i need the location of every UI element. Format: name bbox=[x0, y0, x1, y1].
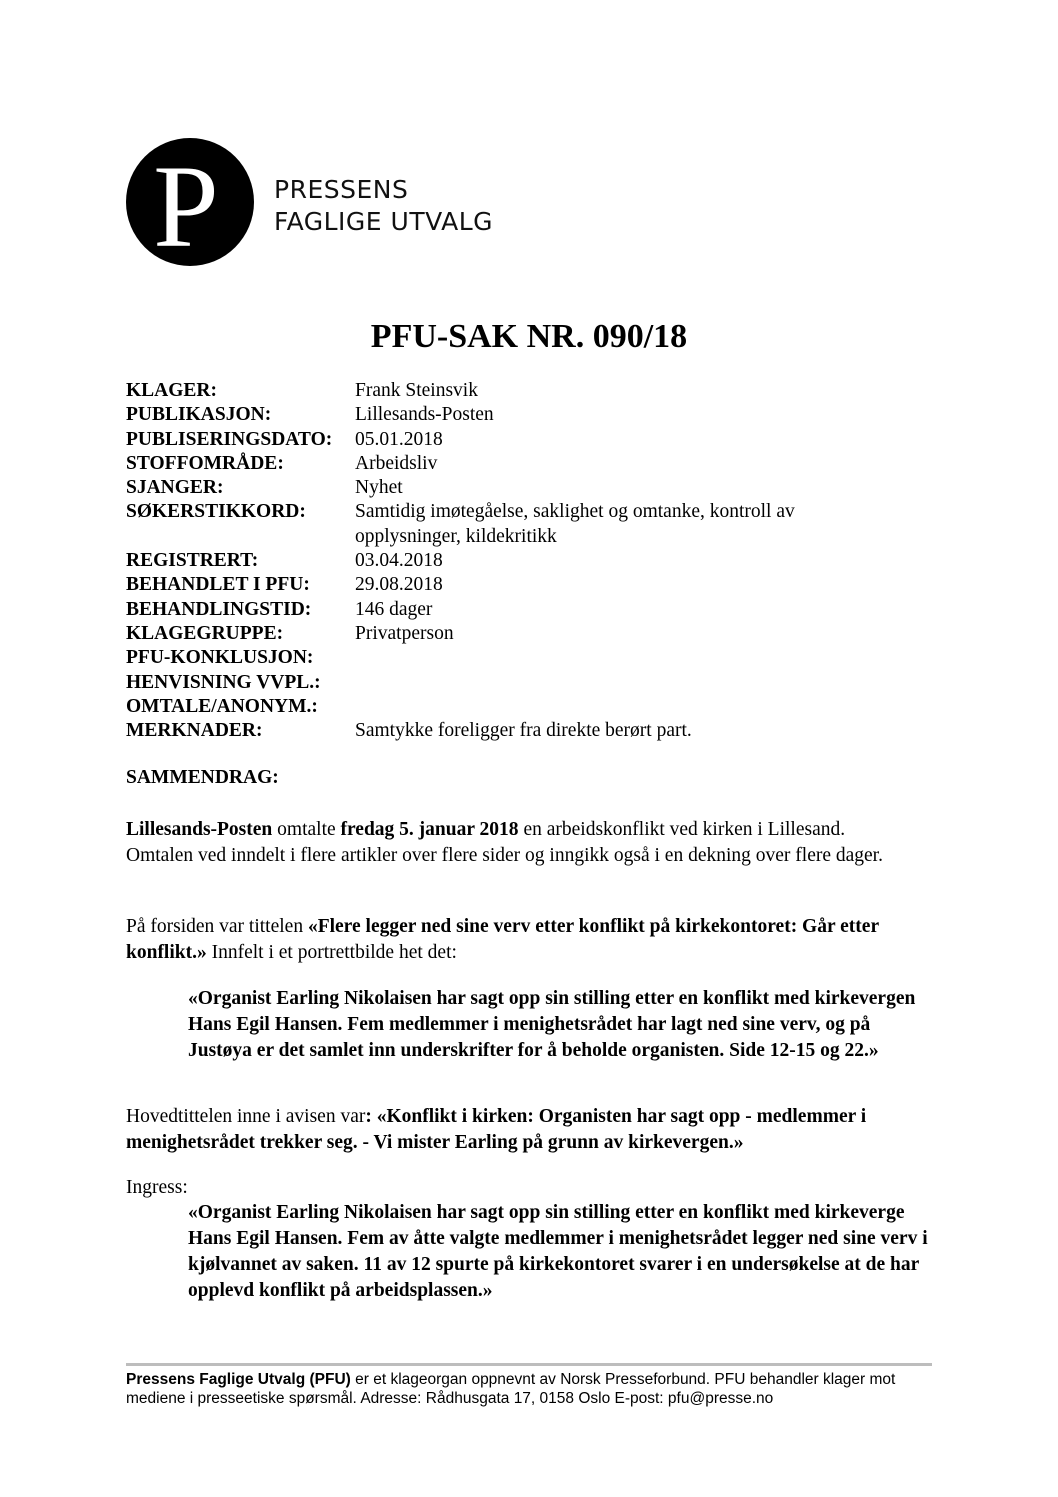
paragraph-1 bbox=[126, 817, 916, 869]
meta-value: 29.08.2018 bbox=[355, 574, 443, 596]
meta-row bbox=[126, 428, 886, 452]
meta-row bbox=[126, 500, 886, 549]
meta-label: PUBLIKASJON: bbox=[126, 404, 272, 426]
meta-value: Arbeidsliv bbox=[355, 452, 438, 474]
ingress-label: Ingress: bbox=[126, 1177, 188, 1198]
meta-label: HENVISNING VVPL.: bbox=[126, 671, 321, 693]
meta-row bbox=[126, 379, 886, 403]
meta-row bbox=[126, 671, 886, 695]
publication-date: fredag 5. januar 2018 bbox=[340, 819, 519, 840]
p2-text-2: Innfelt i et portrettbilde het det: bbox=[206, 942, 457, 963]
meta-value: Frank Steinsvik bbox=[355, 380, 478, 401]
meta-label: OMTALE/ANONYM.: bbox=[126, 695, 318, 717]
meta-value: 146 dager bbox=[355, 598, 433, 620]
footer-divider bbox=[126, 1363, 932, 1366]
logo-wordmark bbox=[274, 174, 493, 238]
quote-2: «Organist Earling Nikolaisen har sagt opp sin stilling etter en konflikt med kirkeverge Hans Egil Hansen. Fem av åtte valgte medlemmer i menighetsrådet legger ned sine verv i kjølvannet av saken. 11 av 12 spurte på kirkekontoret svarer i en undersøkelse at de har opplevd konflikt på arbeidsplassen.» bbox=[188, 1202, 928, 1301]
meta-value: Samtykke foreligger fra direkte berørt part. bbox=[355, 720, 692, 742]
meta-value: 03.04.2018 bbox=[355, 550, 443, 572]
summary-heading: SAMMENDRAG: bbox=[126, 767, 279, 788]
logo-letter: P bbox=[153, 141, 219, 266]
footer bbox=[126, 1370, 932, 1408]
meta-value: Samtidig imøtegåelse, saklighet og omtanke, kontroll av opplysninger, kildekritikk bbox=[355, 501, 795, 547]
meta-label: MERKNADER: bbox=[126, 720, 263, 742]
meta-row bbox=[126, 549, 886, 573]
publication-name: Lillesands-Posten bbox=[126, 819, 273, 840]
paragraph-2 bbox=[126, 914, 916, 966]
meta-label: SØKERSTIKKORD: bbox=[126, 501, 306, 523]
meta-row bbox=[126, 622, 886, 646]
logo-line-1: PRESSENS bbox=[274, 175, 409, 204]
front-page-headline: «Flere legger ned sine verv etter konflikt på kirkekontoret: Går etter konflikt.» bbox=[126, 916, 879, 963]
meta-value: Lillesands-Posten bbox=[355, 404, 494, 426]
meta-row bbox=[126, 476, 886, 500]
meta-value: Nyhet bbox=[355, 477, 403, 499]
meta-value bbox=[355, 695, 886, 719]
p2-text-1: På forsiden var tittelen bbox=[126, 916, 308, 937]
meta-row bbox=[126, 695, 886, 719]
footer-org: Pressens Faglige Utvalg (PFU) bbox=[126, 1371, 351, 1388]
meta-label: KLAGEGRUPPE: bbox=[126, 622, 284, 644]
meta-value: 05.01.2018 bbox=[355, 428, 443, 450]
meta-label: PUBLISERINGSDATO: bbox=[126, 428, 333, 450]
meta-label: BEHANDLINGSTID: bbox=[126, 598, 312, 620]
meta-label: REGISTRERT: bbox=[126, 550, 259, 572]
meta-row bbox=[126, 646, 886, 670]
footer-text: er et klageorgan oppnevnt av Norsk Presseforbund. PFU behandler klager mot mediene i presseetiske spørsmål. Adresse: Rådhusgata 17, 0158 Oslo E-post: pfu@presse.no bbox=[126, 1371, 896, 1407]
meta-row bbox=[126, 598, 886, 622]
pfu-logo-icon bbox=[126, 138, 254, 266]
meta-row bbox=[126, 719, 886, 743]
meta-label: SJANGER: bbox=[126, 477, 224, 499]
meta-label: STOFFOMRÅDE: bbox=[126, 452, 284, 474]
main-headline: : «Konflikt i kirken: Organisten har sagt opp - medlemmer i menighetsrådet trekker seg. - Vi mister Earling på grunn av kirkevergen.» bbox=[126, 1106, 867, 1153]
p1-text-1: omtalte bbox=[272, 819, 341, 840]
meta-label: BEHANDLET I PFU: bbox=[126, 574, 310, 596]
case-metadata bbox=[126, 379, 886, 743]
meta-row bbox=[126, 573, 886, 597]
p1-text-2: en arbeidskonflikt ved kirken i Lillesand. Omtalen ved inndelt i flere artikler over flere sider og inngikk også i en dekning over flere dager. bbox=[126, 819, 883, 866]
case-title: PFU-SAK NR. 090/18 bbox=[370, 318, 688, 355]
meta-row bbox=[126, 403, 886, 427]
paragraph-3 bbox=[126, 1104, 916, 1156]
p3-text-1: Hovedtittelen inne i avisen var bbox=[126, 1106, 366, 1127]
logo-line-2: FAGLIGE UTVALG bbox=[274, 207, 494, 236]
meta-value bbox=[355, 671, 886, 695]
meta-label: KLAGER: bbox=[126, 380, 218, 401]
meta-label: PFU-KONKLUSJON: bbox=[126, 647, 314, 669]
meta-value: Privatperson bbox=[355, 622, 454, 644]
quote-1: «Organist Earling Nikolaisen har sagt opp sin stilling etter en konflikt med kirkevergen Hans Egil Hansen. Fem medlemmer i menighetsrådet har lagt ned sine verv, og på Justøya er det samlet inn underskrifter for å beholde organisten. Side 12-15 og 22.» bbox=[188, 988, 916, 1061]
meta-value bbox=[355, 646, 886, 670]
meta-row bbox=[126, 452, 886, 476]
